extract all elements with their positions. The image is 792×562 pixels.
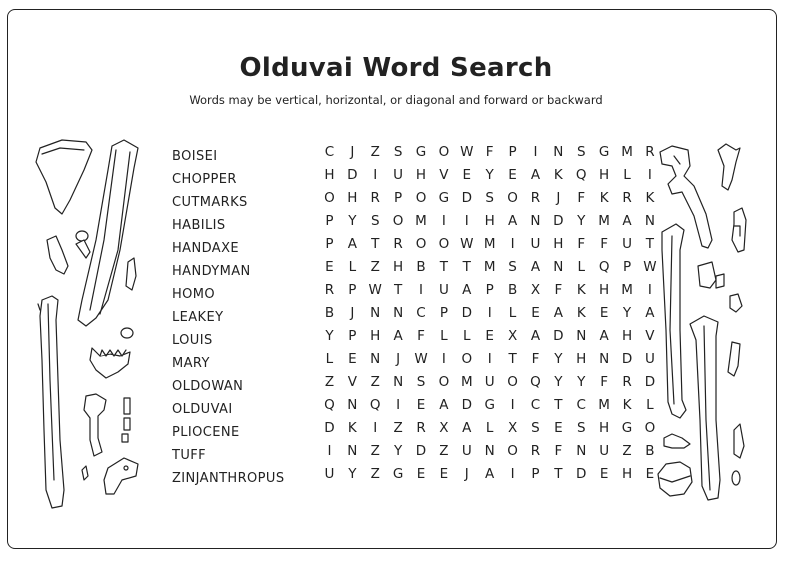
grid-letter[interactable]: H [553,235,564,252]
word-list-item: CHOPPER [172,172,237,187]
fossil-finger-bone-icon [718,144,746,252]
grid-letter[interactable]: F [417,327,425,344]
grid-letter[interactable]: M [483,258,496,275]
grid-letter[interactable]: Q [324,396,335,413]
grid-letter[interactable]: S [576,143,586,160]
grid-letter[interactable]: U [393,166,404,183]
grid-letter[interactable]: V [439,166,449,183]
fossil-hand-bone-icon [664,434,690,448]
grid-letter[interactable]: K [622,396,632,413]
grid-letter[interactable]: S [508,258,517,275]
grid-letter[interactable]: H [484,212,495,229]
grid-letter[interactable]: D [644,373,656,390]
grid-letter[interactable]: Z [370,373,380,390]
word-list [172,145,284,490]
grid-letter[interactable]: A [553,304,563,321]
grid-letter[interactable]: D [461,189,472,206]
grid-letter[interactable]: A [622,212,632,229]
grid-letter[interactable]: I [464,212,469,229]
grid-letter[interactable]: U [530,235,541,252]
grid-letter[interactable]: L [623,166,631,183]
grid-letter[interactable]: N [370,304,381,321]
fossil-skull-fragment-icon [36,140,92,214]
grid-letter[interactable]: O [415,189,427,206]
grid-letter[interactable]: U [461,442,472,459]
grid-letter[interactable]: Y [485,166,494,183]
grid-letter[interactable]: O [438,143,450,160]
grid-letter[interactable]: H [415,166,427,183]
grid-letter[interactable]: T [645,235,655,252]
grid-letter[interactable]: M [415,212,427,229]
grid-letter[interactable]: S [531,419,540,436]
grid-letter[interactable]: R [622,189,632,206]
grid-letter[interactable]: N [576,442,587,459]
grid-letter[interactable]: L [440,327,448,344]
grid-letter[interactable]: R [370,189,380,206]
grid-letter[interactable]: F [531,350,540,367]
grid-row [318,255,661,278]
word-list-item: HABILIS [172,218,226,233]
grid-letter[interactable]: A [530,327,541,344]
grid-letter[interactable]: Z [393,419,403,436]
fossil-tooth-icon [698,262,742,312]
grid-letter[interactable]: N [553,258,564,275]
grid-letter[interactable]: O [507,442,518,459]
grid-letter[interactable]: X [530,281,541,298]
grid-letter[interactable]: W [460,143,474,160]
grid-letter[interactable]: N [599,350,610,367]
instructions-text: Words may be vertical, horizontal, or diagonal and forward or backward [189,93,603,107]
grid-letter[interactable]: S [576,419,586,436]
grid-letter[interactable]: W [368,281,382,298]
grid-letter[interactable]: F [554,442,563,459]
grid-row [318,209,661,232]
grid-letter[interactable]: I [373,419,378,436]
grid-letter[interactable]: H [599,166,610,183]
grid-letter[interactable]: E [325,258,334,275]
word-list-item: LEAKEY [172,310,224,325]
grid-letter[interactable]: O [438,373,450,390]
grid-letter[interactable]: E [348,350,357,367]
grid-letter[interactable]: Z [370,258,380,275]
grid-letter[interactable]: E [508,166,517,183]
grid-letter[interactable]: G [484,396,495,413]
grid-letter[interactable]: K [645,189,655,206]
grid-letter[interactable]: N [484,442,495,459]
grid-letter[interactable]: P [348,327,357,344]
grid-letter[interactable]: M [621,143,633,160]
grid-letter[interactable]: T [508,350,517,367]
grid-letter[interactable]: E [439,465,449,482]
grid-letter[interactable]: K [553,166,563,183]
grid-letter[interactable]: U [622,235,632,252]
grid-letter[interactable]: R [416,419,426,436]
grid-letter[interactable]: I [441,350,446,367]
grid-letter[interactable]: A [393,327,403,344]
grid-row [318,370,661,393]
grid-letter[interactable]: D [553,212,564,229]
word-list-item: PLIOCENE [172,425,240,440]
grid-letter[interactable]: R [530,189,541,206]
grid-letter[interactable]: L [463,327,471,344]
grid-letter[interactable]: H [599,281,610,298]
grid-letter[interactable]: Y [622,304,632,321]
grid-letter[interactable]: H [621,465,633,482]
grid-letter[interactable]: L [646,396,654,413]
word-list-item: HOMO [172,287,216,302]
grid-letter[interactable]: L [577,258,585,275]
grid-row [318,186,661,209]
grid-letter[interactable]: F [600,235,609,252]
grid-letter[interactable]: C [576,396,586,413]
page-title: Olduvai Word Search [239,53,553,83]
grid-letter[interactable]: Y [393,442,403,459]
word-list-item: CUTMARKS [172,195,248,210]
grid-letter[interactable]: N [370,350,381,367]
grid-letter[interactable]: D [621,350,633,367]
grid-letter[interactable]: I [647,166,652,183]
grid-letter[interactable]: L [325,350,334,367]
grid-letter[interactable]: O [415,235,427,252]
grid-letter[interactable]: Z [439,442,449,459]
grid-letter[interactable]: A [645,304,655,321]
grid-letter[interactable]: A [347,235,357,252]
grid-letter[interactable]: O [324,189,335,206]
grid-letter[interactable]: Z [370,143,380,160]
grid-letter[interactable]: T [554,396,563,413]
grid-letter[interactable]: F [577,235,586,252]
grid-letter[interactable]: N [553,143,564,160]
grid-row [318,140,661,163]
grid-letter[interactable]: E [599,304,609,321]
fossil-long-bone-icon [38,296,64,508]
grid-letter[interactable]: O [461,350,473,367]
grid-letter[interactable]: Q [575,166,587,183]
grid-letter[interactable]: N [393,304,404,321]
grid-letter[interactable]: E [462,166,472,183]
grid-letter[interactable]: P [531,465,540,482]
grid-letter[interactable]: F [600,373,609,390]
grid-row [318,232,661,255]
grid-letter[interactable]: H [621,327,633,344]
grid-row [318,163,661,186]
grid-letter[interactable]: K [576,281,586,298]
grid-letter[interactable]: W [460,235,474,252]
grid-row [318,462,661,485]
grid-letter[interactable]: U [324,465,335,482]
grid-letter[interactable]: I [327,442,332,459]
grid-letter[interactable]: A [530,166,541,183]
word-list-item: LOUIS [172,333,213,348]
grid-letter[interactable]: A [462,281,472,298]
grid-letter[interactable]: H [599,419,610,436]
grid-letter[interactable]: A [599,327,609,344]
grid-letter[interactable]: P [622,258,632,275]
letter-grid [318,140,661,485]
grid-letter[interactable]: D [461,304,472,321]
grid-letter[interactable]: J [464,465,469,482]
grid-letter[interactable]: Z [370,465,380,482]
grid-letter[interactable]: E [554,419,563,436]
word-list-item: MARY [172,356,210,371]
grid-letter[interactable]: P [348,281,357,298]
grid-letter[interactable]: I [533,143,538,160]
grid-letter[interactable]: A [462,419,472,436]
grid-letter[interactable]: F [554,281,563,298]
grid-letter[interactable]: A [485,465,495,482]
grid-letter[interactable]: Z [370,442,380,459]
grid-letter[interactable]: Y [348,212,357,229]
grid-letter[interactable]: Y [554,373,563,390]
grid-letter[interactable]: R [622,373,632,390]
grid-letter[interactable]: U [484,373,495,390]
grid-letter[interactable]: E [416,396,426,413]
grid-letter[interactable]: P [394,189,403,206]
grid-letter[interactable]: R [393,235,403,252]
grid-letter[interactable]: D [415,442,427,459]
grid-letter[interactable]: W [414,350,428,367]
grid-letter[interactable]: J [396,350,401,367]
grid-row [318,278,661,301]
word-list-item: HANDAXE [172,241,239,256]
word-list-item: HANDYMAN [172,264,251,279]
grid-letter[interactable]: H [393,258,404,275]
grid-letter[interactable]: P [508,143,517,160]
grid-letter[interactable]: X [507,327,518,344]
grid-letter[interactable]: U [644,350,655,367]
grid-letter[interactable]: L [508,304,517,321]
grid-letter[interactable]: M [598,396,610,413]
grid-letter[interactable]: T [371,235,380,252]
grid-letter[interactable]: I [373,166,378,183]
grid-letter[interactable]: T [554,465,563,482]
grid-letter[interactable]: I [487,304,492,321]
grid-letter[interactable]: P [439,304,448,321]
grid-letter[interactable]: Q [369,396,381,413]
grid-letter[interactable]: G [415,143,427,160]
grid-row [318,439,661,462]
grid-row [318,301,661,324]
grid-letter[interactable]: I [510,465,515,482]
grid-letter[interactable]: S [485,189,494,206]
grid-letter[interactable]: Z [622,442,632,459]
grid-letter[interactable]: T [462,258,471,275]
grid-letter[interactable]: O [438,235,450,252]
grid-letter[interactable]: M [460,373,473,390]
grid-letter[interactable]: L [348,258,357,275]
grid-letter[interactable]: E [531,304,540,321]
grid-letter[interactable]: E [485,327,494,344]
grid-letter[interactable]: D [461,396,472,413]
grid-letter[interactable]: H [370,327,381,344]
grid-letter[interactable]: I [487,350,492,367]
grid-letter[interactable]: S [416,373,426,390]
grid-letter[interactable]: N [576,327,587,344]
grid-letter[interactable]: Z [324,373,335,390]
grid-letter[interactable]: G [392,465,404,482]
word-list-item: OLDUVAI [172,402,233,417]
grid-letter[interactable]: Y [577,373,586,390]
grid-letter[interactable]: J [556,189,561,206]
grid-letter[interactable]: P [485,281,494,298]
grid-letter[interactable]: V [645,327,655,344]
grid-letter[interactable]: R [324,281,335,298]
grid-letter[interactable]: D [347,166,358,183]
word-list-item: BOISEI [172,149,218,164]
grid-letter[interactable]: M [598,212,610,229]
fossil-foot-bone-icon [82,458,138,494]
fossil-jaw-icon [90,348,130,378]
grid-letter[interactable]: A [507,212,518,229]
grid-row [318,416,661,439]
grid-letter[interactable]: I [647,281,652,298]
word-list-item: TUFF [172,448,207,463]
grid-letter[interactable]: H [324,166,335,183]
grid-letter[interactable]: G [621,419,633,436]
grid-letter[interactable]: Q [598,258,610,275]
grid-letter[interactable]: B [645,442,655,459]
grid-letter[interactable]: N [644,212,655,229]
fossil-tooth-icon [121,328,133,338]
grid-row [318,324,661,347]
grid-letter[interactable]: V [347,373,357,390]
grid-letter[interactable]: G [598,143,610,160]
grid-letter[interactable]: N [393,373,404,390]
grid-letter[interactable]: S [370,212,380,229]
grid-letter[interactable]: H [347,189,358,206]
grid-letter[interactable]: J [350,304,355,321]
grid-letter[interactable]: I [396,396,401,413]
grid-letter[interactable]: O [644,419,656,436]
grid-letter[interactable]: O [392,212,404,229]
grid-letter[interactable]: R [530,442,541,459]
grid-letter[interactable]: X [439,419,449,436]
grid-letter[interactable]: O [507,373,518,390]
grid-letter[interactable]: F [577,189,586,206]
grid-letter[interactable]: B [416,258,426,275]
fossil-long-bone-icon [662,224,686,418]
grid-letter[interactable]: K [576,304,586,321]
grid-letter[interactable]: X [507,419,518,436]
grid-letter[interactable]: T [439,258,449,275]
grid-letter[interactable]: Y [325,327,334,344]
grid-letter[interactable]: T [393,281,403,298]
grid-letter[interactable]: D [553,327,564,344]
grid-letter[interactable]: D [324,419,335,436]
grid-letter[interactable]: W [643,258,657,275]
fossil-skull-fragment-icon [658,462,692,496]
grid-letter[interactable]: H [576,350,587,367]
grid-letter[interactable]: O [507,189,518,206]
grid-letter[interactable]: S [393,143,403,160]
fossil-small-bone-icon [728,342,744,485]
grid-letter[interactable]: D [576,465,587,482]
grid-letter[interactable]: K [599,189,609,206]
grid-letter[interactable]: Y [577,212,586,229]
grid-letter[interactable]: P [325,235,334,252]
grid-row [318,393,661,416]
grid-letter[interactable]: I [419,281,423,298]
grid-letter[interactable]: Y [348,465,357,482]
grid-letter[interactable]: A [530,258,541,275]
grid-letter[interactable]: A [439,396,449,413]
grid-letter[interactable]: N [347,442,358,459]
grid-letter[interactable]: U [599,442,610,459]
word-list-item: ZINJANTHROPUS [172,471,285,486]
word-list-item: OLDOWAN [172,379,244,394]
grid-letter[interactable]: N [347,396,358,413]
grid-letter[interactable]: K [347,419,357,436]
grid-letter[interactable]: B [507,281,518,298]
grid-letter[interactable]: B [324,304,335,321]
grid-letter[interactable]: R [645,143,655,160]
grid-letter[interactable]: I [510,396,515,413]
grid-letter[interactable]: G [438,189,450,206]
fossil-long-bone-icon [690,316,720,500]
grid-letter[interactable]: M [483,235,496,252]
grid-letter[interactable]: M [621,281,633,298]
grid-letter[interactable]: L [485,419,494,436]
grid-letter[interactable]: C [416,304,426,321]
grid-letter[interactable]: E [416,465,426,482]
grid-letter[interactable]: Q [530,373,541,390]
grid-letter[interactable]: E [599,465,609,482]
fossil-hand-bone-icon [84,394,130,456]
grid-letter[interactable]: U [438,281,449,298]
grid-letter[interactable]: C [530,396,541,413]
grid-letter[interactable]: E [645,465,655,482]
grid-letter[interactable]: J [350,143,355,160]
grid-row [318,347,661,370]
grid-letter[interactable]: N [530,212,541,229]
grid-letter[interactable]: P [325,212,334,229]
grid-letter[interactable]: C [324,143,335,160]
grid-letter[interactable]: Y [554,350,563,367]
grid-letter[interactable]: F [485,143,494,160]
grid-letter[interactable]: I [510,235,515,252]
grid-letter[interactable]: I [441,212,446,229]
